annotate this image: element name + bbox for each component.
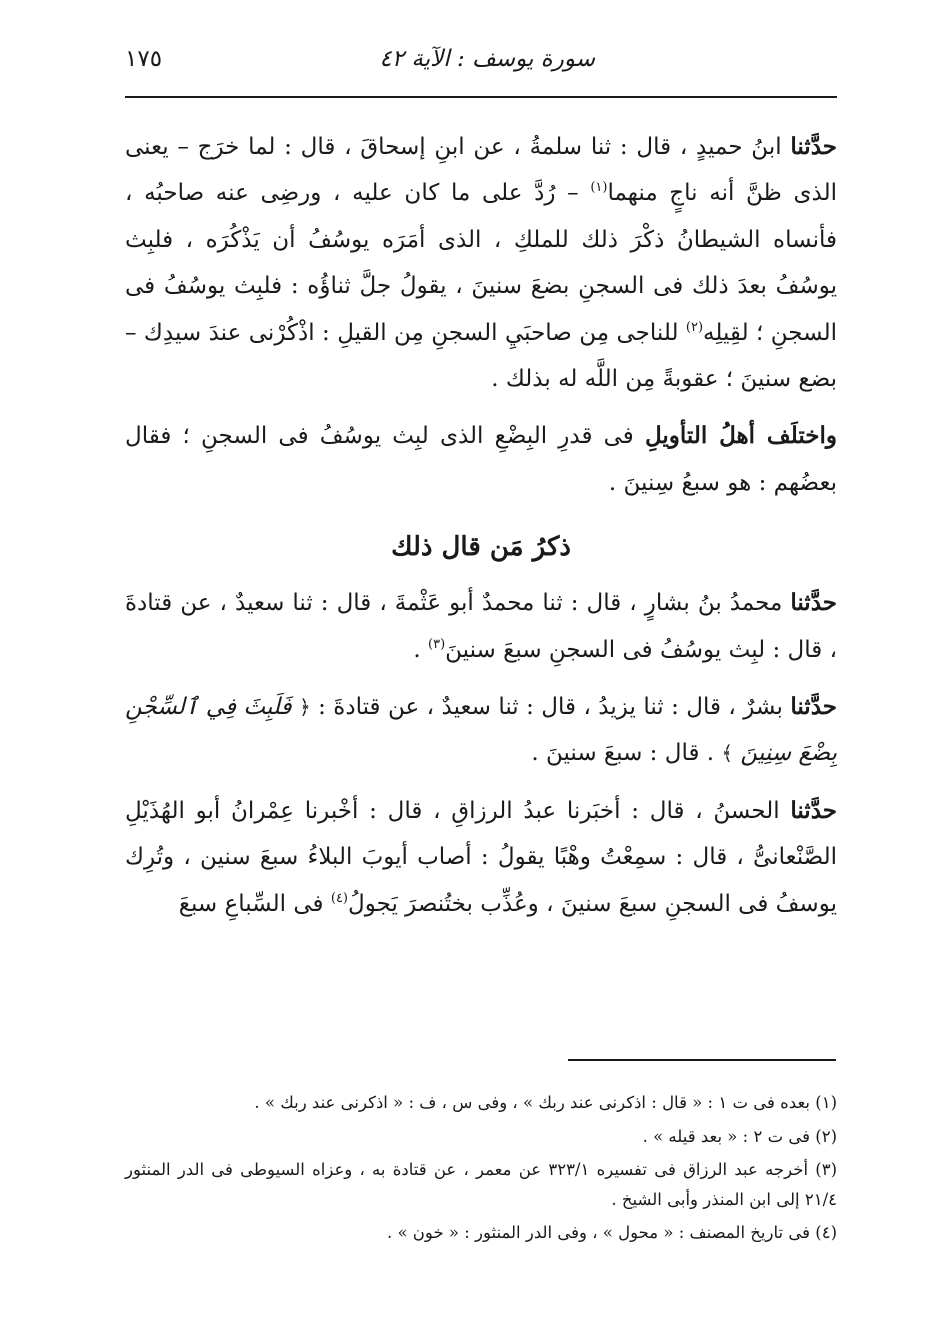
footnotes (125, 1088, 837, 1252)
narration-text: فى السِّباعِ سبعَ (178, 890, 331, 917)
main-text (125, 124, 837, 938)
paragraph-text: – رُدَّ على ما كان عليه ، ورضِى عنه صاحبُه ، فأنساه الشيطانُ ذكْرَ ذلك للملكِ ، الذى أمَرَه يوسُفُ أن يَذْكُرَه ، فلبِث يوسُفُ بعدَ ذلك فى السجنِ بضعَ سنينَ ، يقولُ جلَّ ثناؤُه : فلبِث يوسُفُ فى السجنِ ؛ لقِيلِه (125, 180, 838, 346)
narration-text: . قال : سبعَ سنينَ . (531, 740, 722, 767)
paragraph-lead: حدَّثنا (790, 133, 837, 160)
running-title: سورة يوسف : الآية ٤٢ (379, 46, 595, 72)
narration-text: محمدُ بنُ بشارٍ ، قال : ثنا محمدٌ أبو عَثْمةَ ، قال : ثنا سعيدٌ ، عن قتادةَ ، قال : لبِث يوسُفُ فى السجنِ سبعَ سنينَ (125, 590, 837, 663)
footnote-4: (٤) فى تاريخ المصنف : « محول » ، وفى الدر المنثور : « خون » . (386, 1223, 837, 1242)
paragraph-1 (125, 124, 837, 402)
narration-lead: حدَّثنا (790, 693, 837, 721)
page-number: ١٧٥ (125, 46, 163, 72)
narration-1 (125, 580, 837, 673)
header-rule (125, 96, 837, 98)
narration-text: بشرٌ ، قال : ثنا يزيدُ ، قال : ثنا سعيدٌ ، عن قتادةَ : (310, 694, 791, 721)
narration-2 (125, 684, 837, 777)
quran-verse: فَلَبِثَ فِي ٱلسِّجْنِ بِضْعَ سِنِينَ (125, 694, 837, 767)
paragraph-2 (125, 413, 837, 506)
narration-text: . (413, 636, 429, 663)
footnote-3: (٣) أخرجه عبد الرزاق فى تفسيره ٣٢٣/١ عن معمر ، عن قتادة به ، وعزاه السيوطى فى الدر المنثور ٢١/٤ إلى ابن المنذر وأبى الشيخ . (125, 1160, 838, 1209)
narration-lead: حدَّثنا (790, 796, 837, 824)
quran-open-ornament: ﴿ (298, 695, 311, 720)
paragraph-text: فى قدرِ البِضْعِ الذى لبِث يوسُفُ فى السجنِ ؛ فقال بعضُهم : هو سبعُ سِنينَ . (125, 423, 837, 496)
paragraph-text: للناجى مِن صاحبَيِ السجنِ مِن القيلِ : اذْكُرْنى عندَ سيدِك – بضع سنينَ ؛ عقوبةً مِن اللَّه له بذلك . (125, 319, 837, 393)
footnote-rule (568, 1059, 836, 1061)
section-heading: ذكرُ مَن قال ذلك (391, 532, 571, 563)
narration-3 (125, 788, 837, 927)
footnote-ref[interactable]: (٤) (330, 890, 348, 906)
footnote-ref[interactable]: (١) (590, 180, 608, 196)
footnote-2: (٢) فى ت ٢ : « بعد قيله » . (642, 1126, 837, 1146)
page-header (125, 46, 837, 86)
quran-close-ornament: ﴾ (721, 741, 734, 766)
narration-text: الحسنُ ، قال : أخبَرنا عبدُ الرزاقِ ، قال : أخْبرنا عِمْرانُ أبو الهُذَيْلِ الصَّنْعانىُّ ، قال : سمِعْتُ وهْبًا يقولُ : أصاب أيوبَ البلاءُ سبعَ سنين ، وتُرِك يوسفُ فى السجنِ سبعَ سنينَ ، وعُذِّب بختُنصرَ يَجولُ (125, 797, 837, 917)
footnote-ref[interactable]: (٢) (685, 319, 704, 335)
paragraph-text: ابنُ حميدٍ ، قال : ثنا سلمةُ ، عن ابنِ إسحاقَ ، قال : لما خرَج – يعنى الذى ظنَّ أنه ناجٍ منهما (125, 134, 837, 207)
narration-lead: حدَّثنا (790, 589, 837, 617)
footnote-1: (١) بعده فى ت ١ : « قال : اذكرنى عند ربك » ، وفى س ، ف : « اذكرنى عند ربك » . (254, 1093, 837, 1112)
footnote-ref[interactable]: (٣) (428, 636, 446, 652)
paragraph-lead: واختلَف أهلُ التأويلِ (644, 422, 837, 450)
